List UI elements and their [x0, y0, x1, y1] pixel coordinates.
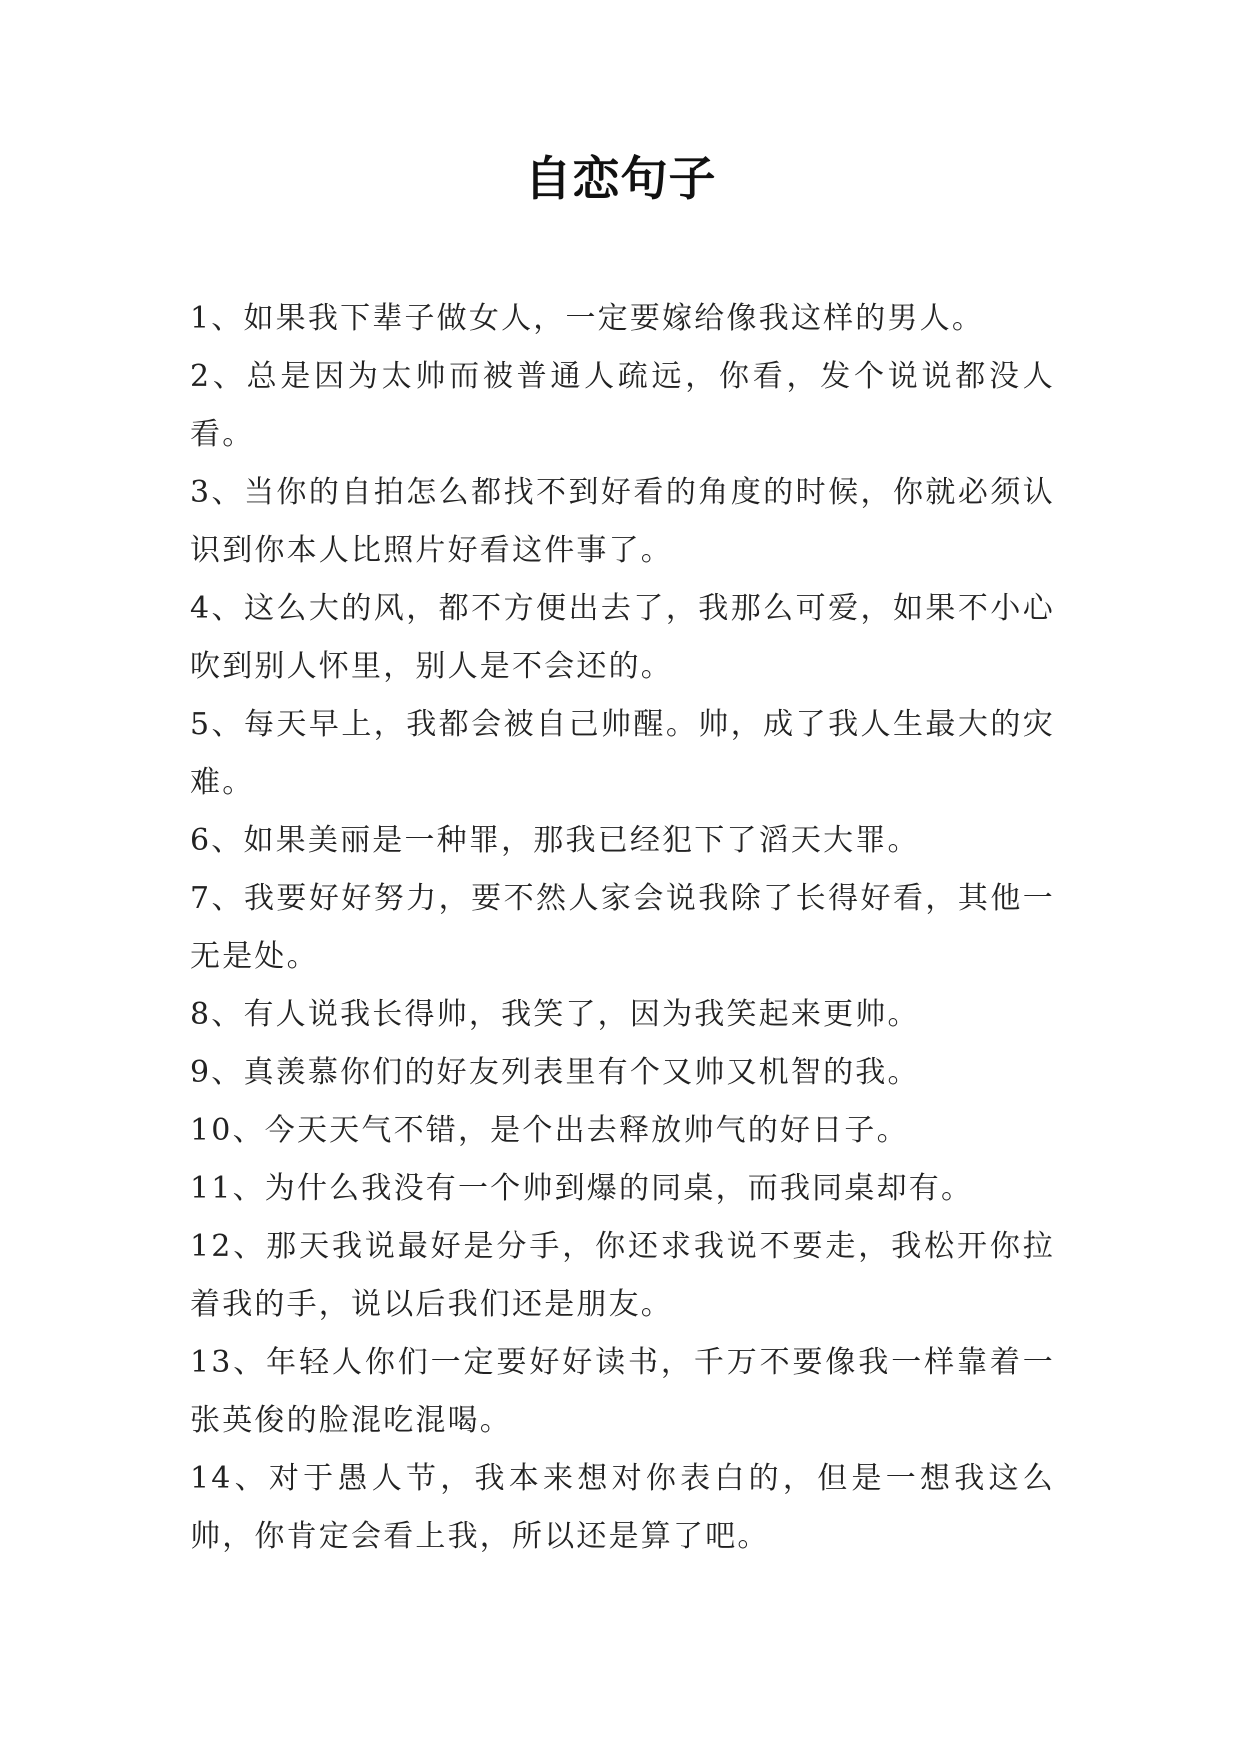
document-title: 自恋句子: [524, 152, 717, 207]
list-item: 12、那天我说最好是分手，你还求我说不要走，我松开你拉着我的手，说以后我们还是朋友。: [190, 1229, 1055, 1322]
list-item: 4、这么大的风，都不方便出去了，我那么可爱，如果不小心吹到别人怀里，别人是不会还的。: [190, 591, 1055, 684]
list-item: 10、今天天气不错，是个出去释放帅气的好日子。: [190, 1113, 909, 1148]
list-item: 11、为什么我没有一个帅到爆的同桌，而我同桌却有。: [190, 1171, 974, 1206]
list-item: 5、每天早上，我都会被自己帅醒。帅，成了我人生最大的灾难。: [190, 707, 1055, 800]
list-item: 1、如果我下辈子做女人，一定要嫁给像我这样的男人。: [190, 301, 985, 336]
list-item: 2、总是因为太帅而被普通人疏远，你看，发个说说都没人看。: [190, 359, 1055, 452]
list-item: 9、真羡慕你们的好友列表里有个又帅又机智的我。: [190, 1055, 920, 1090]
list-item: 6、如果美丽是一种罪，那我已经犯下了滔天大罪。: [190, 823, 920, 858]
list-item: 7、我要好好努力，要不然人家会说我除了长得好看，其他一无是处。: [190, 881, 1055, 974]
list-item: 3、当你的自拍怎么都找不到好看的角度的时候，你就必须认识到你本人比照片好看这件事了。: [190, 475, 1055, 568]
list-item: 8、有人说我长得帅，我笑了，因为我笑起来更帅。: [190, 997, 920, 1032]
sentence-list: [190, 290, 1055, 1566]
list-item: 14、对于愚人节，我本来想对你表白的，但是一想我这么帅，你肯定会看上我，所以还是算了吧。: [190, 1461, 1055, 1554]
list-item: 13、年轻人你们一定要好好读书，千万不要像我一样靠着一张英俊的脸混吃混喝。: [190, 1345, 1055, 1438]
